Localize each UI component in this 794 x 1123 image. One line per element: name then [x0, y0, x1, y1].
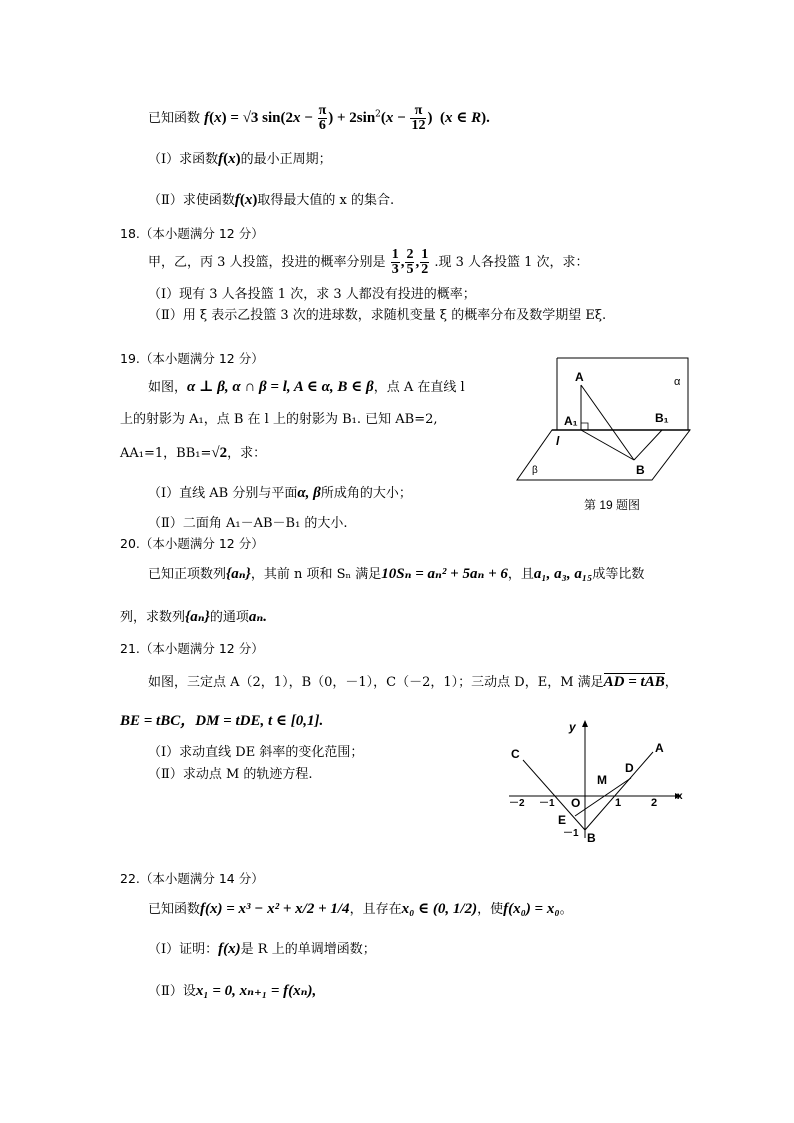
- q19-label-A1: A₁: [564, 414, 578, 428]
- q21-tick-xm2: －2: [509, 798, 525, 809]
- q20-line1: 已知正项数列{aₙ}，其前 n 项和 Sₙ 满足10Sₙ = aₙ² + 5aₙ + 6，且a₁, a₃, a₁₅成等比数: [148, 566, 645, 582]
- q19-seg-AB: [581, 385, 634, 460]
- q21-label-B: B: [587, 831, 596, 845]
- q19-label-B: B: [636, 463, 645, 477]
- q21-figure: [505, 716, 690, 846]
- q18-part1: （Ⅰ）现有 3 人各投篮 1 次，求 3 人都没有投进的概率；: [148, 287, 476, 302]
- q19-label-alpha: α: [674, 376, 681, 388]
- q19-line2: 上的射影为 A₁，点 B 在 l 上的射影为 B₁. 已知 AB=2,: [120, 412, 438, 427]
- q18-part2: （Ⅱ）用 ξ 表示乙投篮 3 次的进球数，求随机变量 ξ 的概率分布及数学期望 Eξ.: [148, 308, 607, 323]
- q18-stem-prefix: 甲，乙，丙 3 人投篮，投进的概率分别是: [148, 255, 386, 270]
- q19-figure: [512, 352, 696, 522]
- q22-part1: （Ⅰ）证明：f(x)是 R 上的单调增函数；: [148, 941, 376, 957]
- q21-label-E: E: [558, 813, 567, 827]
- q18-probabilities: $\frac{1}{3}$ , $\frac{2}{5}$ , $\frac{1}{2}$: [391, 247, 429, 277]
- q17-part2: （Ⅱ）求使函数f(x)取得最大值的 x 的集合.: [148, 192, 395, 208]
- q17-stem: 已知函数 f(x) = √3 sin(2x − $\frac{\pi}{6}$ ) + $2\sin^2(x$ − $\frac{\pi}{12}$ ) (x ∈ R).: [148, 103, 490, 133]
- q19-seg-BB1: [634, 430, 662, 460]
- q19-line1: 如图，α ⊥ β, α ∩ β = l, A ∈ α, B ∈ β，点 A 在直线 l: [148, 379, 465, 395]
- q21-tick-xm1: －1: [539, 798, 555, 809]
- q21-label-D: D: [625, 761, 634, 775]
- q17-part2-suffix: 取得最大值的 x 的集合.: [257, 193, 395, 208]
- q21-seg-CB: [523, 760, 585, 830]
- q22-fixed: f(x₀) = x₀: [503, 901, 560, 917]
- q19-part2: （Ⅱ）二面角 A₁－AB－B₁ 的大小.: [148, 516, 348, 531]
- q21-line2: [120, 712, 323, 731]
- q18-stem: [148, 248, 589, 277]
- q21-label-y: y: [569, 720, 576, 734]
- q21-tick-x1: 1: [615, 797, 622, 809]
- q22-part2: （Ⅱ）设x₁ = 0, xₙ₊₁ = f(xₙ),: [148, 983, 317, 999]
- q19-label-l: l: [556, 434, 560, 448]
- q19-line3: AA₁=1，BB₁=√2，求：: [120, 445, 267, 461]
- q21-seg-BA: [585, 752, 653, 830]
- q19-line3-math: √2: [211, 445, 228, 461]
- q21-vec-eq1: AD = tAB: [603, 674, 665, 690]
- q20-seq-2: {aₙ}: [185, 609, 210, 625]
- q22-part2-math: x₁ = 0, xₙ₊₁ = f(xₙ),: [195, 983, 317, 999]
- q20-term: aₙ.: [248, 609, 267, 625]
- q19-caption: 第 19 题图: [584, 498, 641, 512]
- q21-label-O: O: [571, 796, 581, 810]
- q21-vec-eq2: BE = tBC，DM = tDE, t ∈ [0,1].: [120, 713, 324, 729]
- q19-right-angle: [581, 423, 588, 430]
- q19-seg-A1B: [581, 430, 634, 460]
- q20-header: 20.（本小题满分 12 分）: [120, 536, 264, 551]
- q18-stem-suffix: .现 3 人各投篮 1 次，求：: [434, 255, 589, 270]
- q21-part1: （Ⅰ）求动直线 DE 斜率的变化范围；: [148, 745, 364, 760]
- q20-line2: 列，求数列{aₙ}的通项aₙ.: [120, 609, 267, 625]
- q21-label-C: C: [511, 747, 520, 761]
- q21-label-M: M: [597, 773, 607, 787]
- q19-label-B1: B₁: [655, 411, 669, 425]
- q19-line1-math: α ⊥ β, α ∩ β = l, A ∈ α, B ∈ β: [187, 379, 374, 395]
- q21-tick-ym1: －1: [563, 828, 579, 839]
- q21-label-A: A: [655, 741, 664, 755]
- q17-part1-suffix: 的最小正周期；: [240, 152, 332, 167]
- q19-plane-beta: [517, 430, 690, 480]
- q21-y-arrow: [582, 720, 588, 727]
- q20-eq: 10Sₙ = aₙ² + 5aₙ + 6: [381, 566, 508, 582]
- q21-header: 21.（本小题满分 12 分）: [120, 641, 264, 656]
- q17-formula-render: f: [204, 110, 210, 126]
- q20-terms: a₁, a₃, a₁₅: [533, 566, 593, 582]
- q19-label-beta: β: [532, 465, 538, 476]
- q19-part1: （Ⅰ）直线 AB 分别与平面α, β所成角的大小；: [148, 485, 412, 501]
- q21-part2: （Ⅱ）求动点 M 的轨迹方程.: [148, 767, 313, 782]
- q20-seq: {aₙ}: [226, 566, 251, 582]
- q22-cond: x₀ ∈ (0, 1/2): [401, 901, 478, 917]
- q22-header: 22.（本小题满分 14 分）: [120, 871, 264, 886]
- q21-tick-x2: 2: [651, 797, 658, 809]
- q19-label-A: A: [575, 370, 584, 384]
- q17-stem-prefix: 已知函数: [148, 111, 201, 126]
- q17-part1-prefix: （Ⅰ）求函数: [148, 152, 219, 167]
- q17-part2-prefix: （Ⅱ）求使函数: [148, 193, 235, 208]
- q22-func: f(x) = x³ − x² + x/2 + 1/4: [200, 901, 350, 917]
- q18-header: 18.（本小题满分 12 分）: [120, 226, 264, 241]
- q22-line1: 已知函数f(x) = x³ − x² + x/2 + 1/4，且存在x₀ ∈ (0, 1/2)，使f(x₀) = x₀。: [148, 901, 573, 917]
- q21-label-x: x: [677, 791, 683, 802]
- q19-header: 19.（本小题满分 12 分）: [120, 351, 264, 366]
- q21-line1: 如图，三定点 A（2，1），B（0，－1），C（－2，1）；三动点 D，E，M 满足AD = tAB，: [148, 674, 678, 690]
- q17-part1: （Ⅰ）求函数f(x)的最小正周期；: [148, 151, 332, 167]
